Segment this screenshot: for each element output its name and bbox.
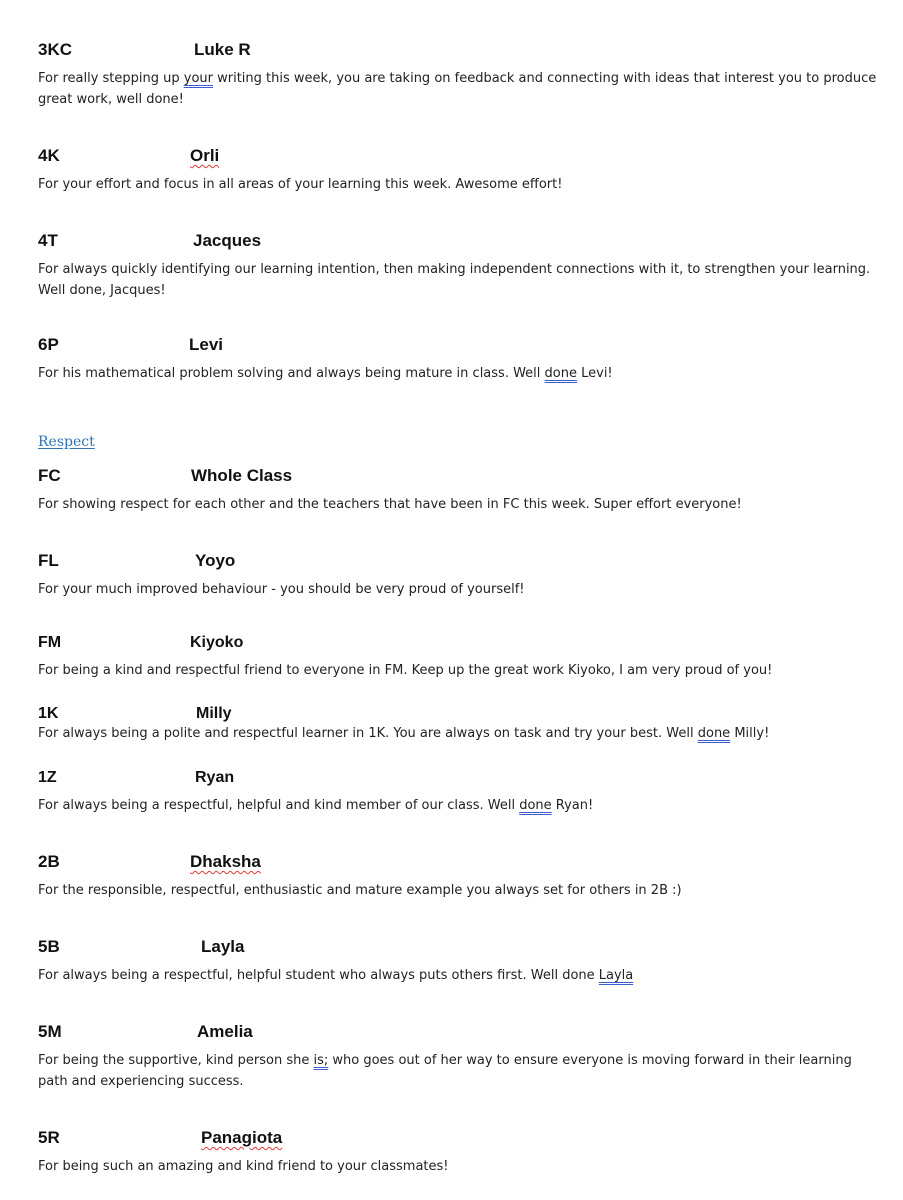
- class-code: 2B: [38, 852, 60, 871]
- student-name: Luke R: [194, 40, 251, 59]
- class-code: 5M: [38, 1022, 62, 1041]
- student-name: Dhaksha: [190, 852, 261, 871]
- grammar-flag: done: [544, 366, 577, 381]
- award-entry-fl: [38, 551, 878, 600]
- class-code: 5B: [38, 937, 60, 956]
- award-description: For your effort and focus in all areas of your learning this week. Awesome effort!: [38, 177, 563, 192]
- award-description: For being the supportive, kind person she is; who goes out of her way to ensure everyone is moving forward in their learning path and experiencing success.: [38, 1053, 852, 1089]
- student-name: Levi: [189, 335, 224, 354]
- award-entry-fm: [38, 634, 878, 681]
- award-description: For being a kind and respectful friend to everyone in FM. Keep up the great work Kiyoko, I am very proud of you!: [38, 663, 773, 678]
- award-description: For your much improved behaviour - you should be very proud of yourself!: [38, 582, 525, 597]
- grammar-flag: done: [697, 726, 731, 741]
- grammar-flag: is;: [313, 1053, 329, 1068]
- award-entry-3kc: [38, 40, 878, 110]
- student-name: Jacques: [193, 231, 262, 250]
- section-heading-respect: Respect: [38, 434, 95, 450]
- award-entry-1z: [38, 769, 878, 816]
- award-description: For the responsible, respectful, enthusiastic and mature example you always set for others in 2B :): [38, 883, 682, 898]
- award-entry-2b: [38, 852, 878, 901]
- award-description: For always being a respectful, helpful and kind member of our class. Well done Ryan!: [38, 798, 594, 813]
- student-name: Whole Class: [191, 466, 293, 485]
- award-description: For his mathematical problem solving and always being mature in class. Well done Levi!: [38, 366, 613, 381]
- class-code: 5R: [38, 1128, 60, 1147]
- student-name: Layla: [201, 937, 245, 956]
- award-entry-fc: [38, 466, 878, 515]
- student-name: Kiyoko: [190, 634, 244, 651]
- grammar-flag: Layla: [598, 968, 634, 983]
- award-entry-1k: [38, 705, 878, 744]
- class-code: 4K: [38, 146, 60, 165]
- student-name: Milly: [196, 705, 232, 722]
- class-code: 6P: [38, 335, 59, 354]
- student-name: Amelia: [197, 1022, 253, 1041]
- class-code: FM: [38, 634, 62, 651]
- student-name: Ryan: [195, 769, 235, 786]
- award-description: For always quickly identifying our learning intention, then making independent connections with it, to strengthen your learning. Well done, Jacques!: [38, 262, 871, 298]
- award-description: For always being a respectful, helpful student who always puts others first. Well done Layla: [38, 968, 634, 983]
- award-description: For showing respect for each other and the teachers that have been in FC this week. Super effort everyone!: [38, 497, 742, 512]
- student-name: Panagiota: [201, 1128, 283, 1147]
- class-code: 3KC: [38, 40, 73, 59]
- class-code: 1K: [38, 705, 59, 722]
- grammar-flag: your: [183, 71, 213, 86]
- award-description: For always being a polite and respectful learner in 1K. You are always on task and try your best. Well done Milly!: [38, 726, 770, 741]
- student-name: Orli: [190, 146, 220, 165]
- award-entry-5r: [38, 1128, 878, 1177]
- award-entry-6p: [38, 335, 878, 384]
- award-entry-4k: [38, 146, 878, 195]
- award-entry-5m: [38, 1022, 878, 1092]
- award-entry-4t: [38, 231, 878, 301]
- award-description: For being such an amazing and kind friend to your classmates!: [38, 1159, 449, 1174]
- class-code: 4T: [38, 231, 58, 250]
- class-code: FL: [38, 551, 59, 570]
- award-description: For really stepping up your writing this week, you are taking on feedback and connecting with ideas that interest you to produce great work, well done!: [38, 71, 877, 107]
- class-code: 1Z: [38, 769, 57, 786]
- student-name: Yoyo: [195, 551, 236, 570]
- class-code: FC: [38, 466, 61, 485]
- award-entry-5b: [38, 937, 878, 986]
- grammar-flag: done: [519, 798, 552, 813]
